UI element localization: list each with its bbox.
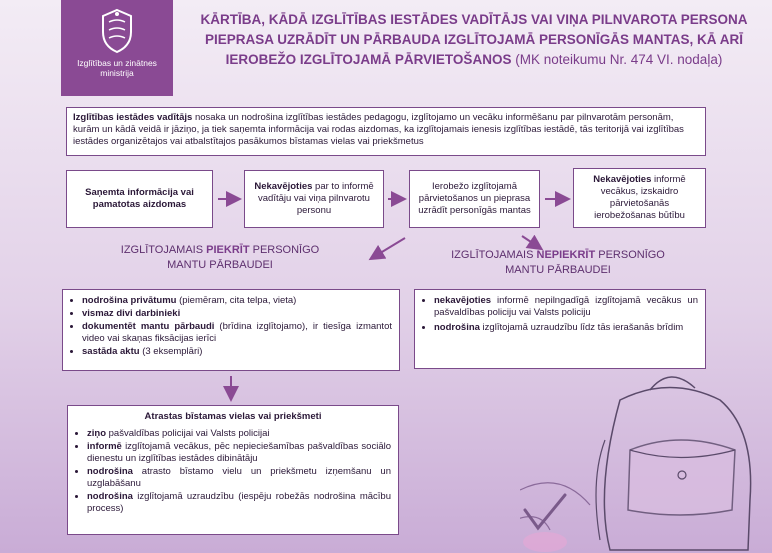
found-item-1-bold: ziņo [87,428,106,439]
title-reference: (MK noteikumu Nr. 474 VI. nodaļa) [515,52,723,67]
found-item-1-text: pašvaldības policijai vai Valsts policijai [106,428,270,439]
branch-agree-pre: IZGLĪTOJAMAIS [120,244,207,256]
found-item-4-bold: nodrošina [87,491,133,502]
found-item-3-text: atrasto bīstamo vielu un priekšmetu izņemšanu un uzglabāšanu [87,466,391,489]
step-4-bold: Nekavējoties [593,174,652,185]
intro-text: nosaka un nodrošina izglītības iestādes pedagogu, izglītojamo un vecāku informēšanu par pilnvarotām personām, kurām un kādā veidā ir jāziņo, ja tiek saņemta informācija vai rodas aizdomas, ka izglītojamais ienesis izglītības iestādē, tās teritorijā vai izglītības iestādes organizētajos vai atbalstītajos pasākumos bīstamas vielas vai priekšmetus [73,112,684,147]
agree-item-3-bold: dokumentēt mantu pārbaudi [82,321,215,332]
disagree-item-1-bold: nekavējoties [434,295,492,306]
branch-agree-post: PERSONĪGO MANTU PĀRBAUDEI [167,244,320,271]
arrow-to-disagree [522,236,540,248]
found-item-3-bold: nodrošina [87,466,133,477]
step-4-text: informē vecākus, izskaidro pārvietošanās ierobežošanas būtību [594,174,686,221]
found-item-2-text: izglītojamā vecākus, pēc nepieciešamības pašvaldības sociālo dienestu un izglītības iestādes dibinātāju [87,441,391,464]
step-1-bold: Saņemta informācija vai pamatotas aizdomas [85,187,194,210]
agree-item-4-text: (3 eksemplāri) [139,346,203,357]
step-2-text: par to informē vadītāju vai viņa pilnvarotu personu [258,181,374,216]
branch-disagree-key: NEPIEKRĪT [536,249,596,261]
disagree-item-2-text: izglītojamā uzraudzību līdz tās ierašanās brīdim [479,322,684,333]
branch-disagree-pre: IZGLĪTOJAMAIS [451,249,537,261]
disagree-item-1-text: informē nepilngadīgā izglītojamā vecākus un pašvaldības policiju vai Valsts policiju [434,295,698,318]
backpack-illustration-icon [520,370,770,553]
agree-item-2-bold: vismaz divi darbinieki [82,308,181,319]
arrow-to-agree [372,238,405,258]
title-text: KĀRTĪBA, KĀDĀ IZGLĪTĪBAS IESTĀDES VADĪTĀJS VAI VIŅA PILNVAROTA PERSONA PIEPRASA UZRĀDĪT UN PĀRBAUDA IZGLĪTOJAMĀ PERSONĪGĀS MANTAS, KĀ ARĪ IEROBEŽO IZGLĪTOJAMĀ PĀRVIETOŠANOS [200,12,748,67]
found-title: Atrastas bīstamas vielas vai priekšmeti [144,411,322,422]
branch-disagree-post: PERSONĪGO MANTU PĀRBAUDEI [505,249,665,276]
found-item-2-bold: informē [87,441,122,452]
disagree-item-2-bold: nodrošina [434,322,480,333]
agree-item-3-text: (brīdina izglītojamo), ir tiesīga izmantot video vai skaņas fiksācijas ierīci [82,321,392,344]
found-item-4-text: izglītojamā uzraudzību (iespēju robežās nodrošina mācību process) [87,491,391,514]
agree-item-4-bold: sastāda aktu [82,346,140,357]
agree-item-1-text: (piemēram, cita telpa, vieta) [176,295,297,306]
branch-agree-key: PIEKRĪT [206,244,250,256]
step-3-text: Ierobežo izglītojamā pārvietošanos un pieprasa uzrādīt personīgās mantas [418,181,531,216]
step-2-bold: Nekavējoties [254,181,313,192]
agree-item-1-bold: nodrošina privātumu [82,295,177,306]
logo-text: Izglītības un zinātnes ministrija [77,58,157,78]
intro-bold: Izglītības iestādes vadītājs [73,112,193,123]
